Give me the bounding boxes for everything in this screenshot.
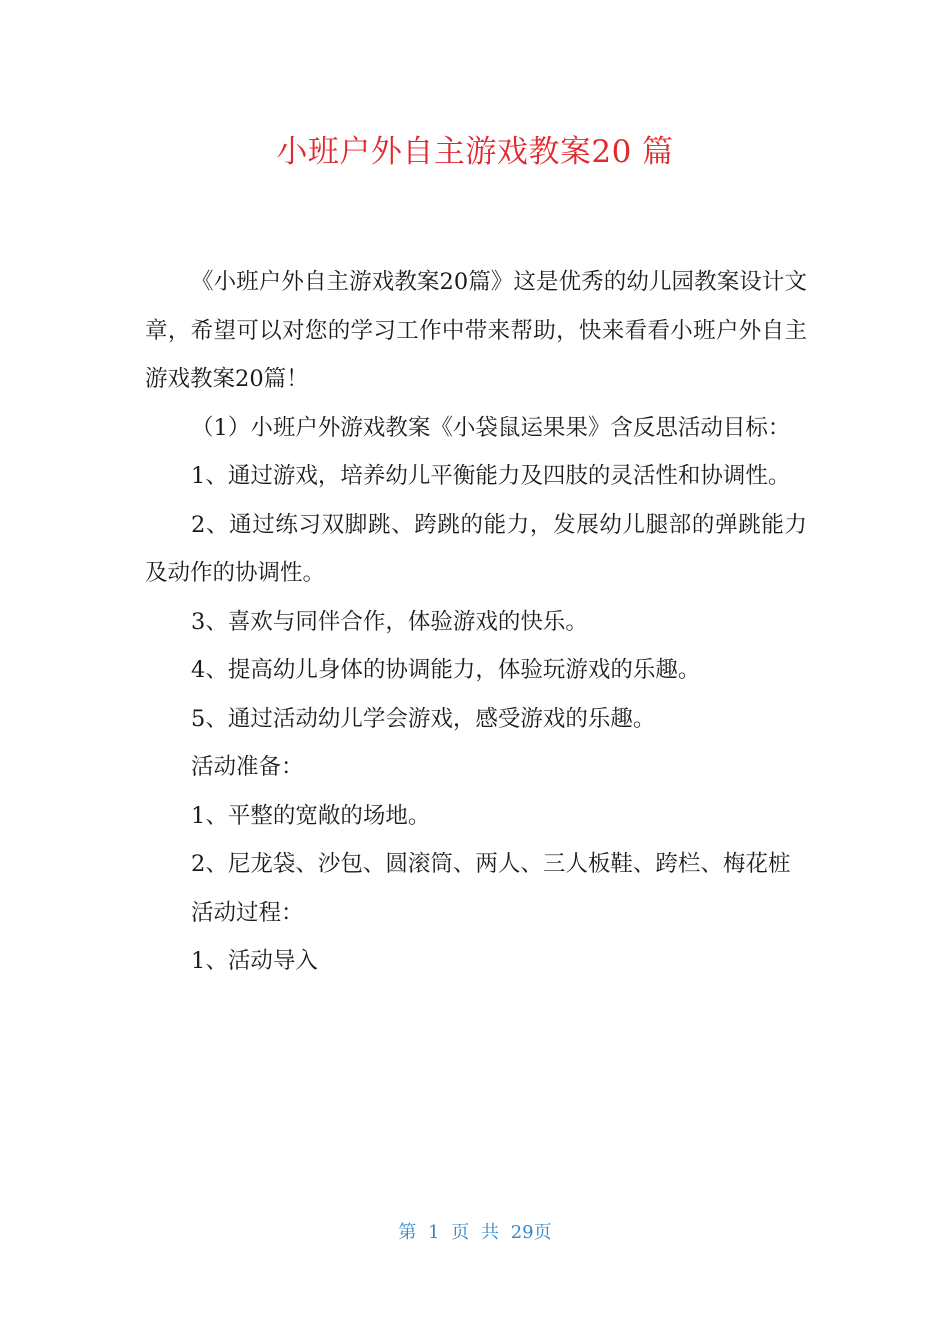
process-item: 1、活动导入 (191, 948, 318, 974)
section-heading-paragraph: （1）小班户外游戏教案《小袋鼠运果果》含反思活动目标： (191, 414, 791, 441)
goal-item: 2、通过练习双脚跳、跨跳的能力，发展幼儿腿部的弹跳能力及动作的协调性。 (145, 511, 807, 586)
goal-item: 3、喜欢与同伴合作，体验游戏的快乐。 (191, 608, 588, 635)
intro-paragraph: 《小班户外自主游戏教案20篇》这是优秀的幼儿园教案设计文章，希望可以对您的学习工作中带来帮助，快来看看小班户外自主游戏教案20篇！ (145, 269, 807, 392)
page-footer (0, 1218, 950, 1248)
preparation-item: 1、平整的宽敞的场地。 (191, 802, 431, 829)
goal-item: 4、提高幼儿身体的协调能力，体验玩游戏的乐趣。 (191, 657, 701, 683)
footer-mid: 页 共 (451, 1222, 499, 1243)
document-title: 小班户外自主游戏教案20 篇 (276, 134, 674, 170)
footer-total-pages: 29页 (510, 1222, 552, 1243)
goal-item: 5、通过活动幼儿学会游戏，感受游戏的乐趣。 (191, 705, 656, 732)
footer-prefix: 第 (398, 1222, 417, 1243)
footer-current-page: 1 (428, 1222, 440, 1243)
preparation-heading: 活动准备： (191, 754, 304, 780)
document-body (145, 258, 807, 986)
goal-item: 1、通过游戏，培养幼儿平衡能力及四肢的灵活性和协调性。 (191, 463, 791, 489)
preparation-item: 2、尼龙袋、沙包、圆滚筒、两人、三人板鞋、跨栏、梅花桩 (191, 851, 791, 877)
process-heading: 活动过程： (191, 899, 304, 926)
